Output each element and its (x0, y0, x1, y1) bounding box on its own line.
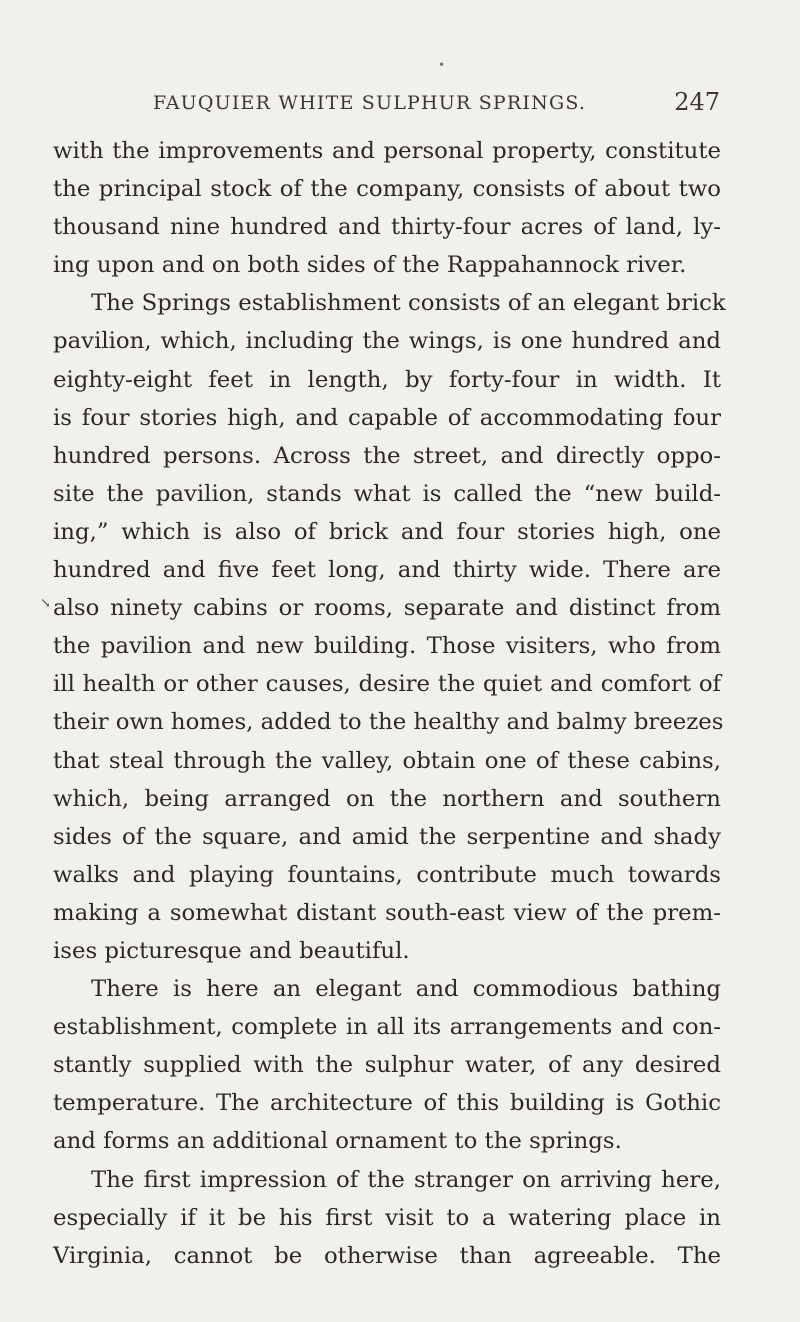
text-line: eighty-eight feet in length, by forty-four in width. It (53, 366, 721, 393)
ink-speck: • (438, 58, 446, 72)
text-line: stantly supplied with the sulphur water, of any desired (53, 1052, 721, 1079)
text-line: making a somewhat distant south-east view of the prem- (53, 899, 721, 926)
text-line: that steal through the valley, obtain one of these cabins, (53, 747, 721, 774)
text-line: ing upon and on both sides of the Rappahannock river. (53, 252, 687, 279)
text-line: sides of the square, and amid the serpentine and shady (53, 823, 721, 850)
text-line: ises picturesque and beautiful. (53, 937, 410, 964)
page-number: 247 (674, 88, 720, 116)
text-line: hundred and five feet long, and thirty wide. There are (53, 557, 721, 584)
text-line: temperature. The architecture of this building is Gothic (53, 1090, 721, 1117)
text-line: especially if it be his first visit to a watering place in (53, 1204, 721, 1231)
text-line: and forms an additional ornament to the springs. (53, 1128, 622, 1155)
text-line: walks and playing fountains, contribute much towards (53, 861, 721, 888)
text-line: their own homes, added to the healthy and balmy breezes (53, 709, 724, 736)
text-line: the pavilion and new building. Those visiters, who from (53, 633, 721, 660)
text-line: There is here an elegant and commodious bathing (91, 976, 721, 1003)
text-line: hundred persons. Across the street, and directly oppo- (53, 442, 721, 469)
text-line: is four stories high, and capable of accommodating four (53, 404, 721, 431)
text-line: with the improvements and personal property, constitute (53, 138, 721, 164)
text-line: site the pavilion, stands what is called the “new build- (53, 480, 721, 507)
text-line: ill health or other causes, desire the quiet and comfort of (53, 671, 721, 698)
text-line: also ninety cabins or rooms, separate and distinct from (53, 595, 721, 622)
text-line: ing,” which is also of brick and four stories high, one (53, 518, 721, 545)
text-line: The Springs establishment consists of an elegant brick (91, 290, 726, 317)
text-line: establishment, complete in all its arrangements and con- (53, 1014, 721, 1041)
text-line: The first impression of the stranger on arriving here, (91, 1166, 721, 1193)
text-line: which, being arranged on the northern and southern (53, 785, 721, 812)
text-line: the principal stock of the company, consists of about two (53, 176, 721, 203)
running-title: FAUQUIER WHITE SULPHUR SPRINGS. (153, 92, 587, 114)
body-text (53, 132, 726, 1275)
margin-tick-mark: ↘ (40, 596, 51, 611)
text-line: thousand nine hundred and thirty-four acres of land, ly- (53, 214, 721, 241)
text-line: pavilion, which, including the wings, is one hundred and (53, 328, 721, 355)
text-line: Virginia, cannot be otherwise than agreeable. The (53, 1242, 721, 1269)
